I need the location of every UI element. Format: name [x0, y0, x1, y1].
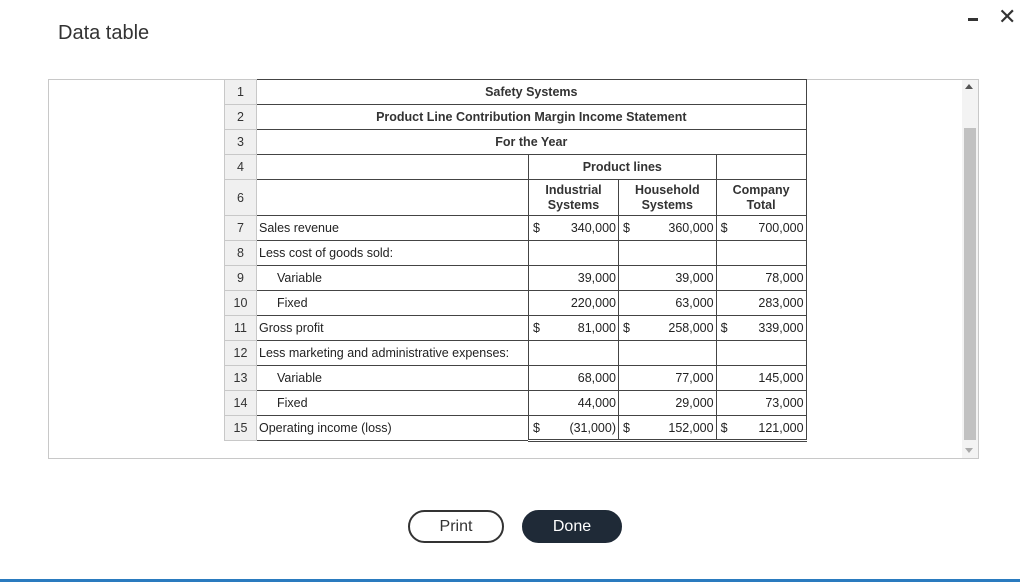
col-header-household: Household Systems: [619, 180, 717, 216]
row-number: 3: [225, 130, 257, 155]
row-number: 2: [225, 105, 257, 130]
close-icon[interactable]: ✕: [998, 4, 1017, 29]
value-industrial: 340,000: [547, 216, 619, 241]
value-household: 152,000: [638, 416, 716, 441]
currency-sign: $: [619, 416, 639, 441]
value-household: 360,000: [638, 216, 716, 241]
value-industrial: 44,000: [547, 391, 619, 416]
minimize-icon[interactable]: [968, 18, 978, 21]
currency-sign: $: [716, 216, 734, 241]
row-label: Gross profit: [257, 316, 529, 341]
value-household: 29,000: [638, 391, 716, 416]
empty-cell: [716, 155, 806, 180]
row-number: 8: [225, 241, 257, 266]
row-label: Less marketing and administrative expenses:: [257, 341, 529, 366]
value-industrial: 68,000: [547, 366, 619, 391]
empty-cell: [619, 241, 717, 266]
currency-sign: [716, 366, 734, 391]
currency-sign: [619, 266, 639, 291]
col-header-industrial: Industrial Systems: [529, 180, 619, 216]
row-number: 11: [225, 316, 257, 341]
value-industrial: 81,000: [547, 316, 619, 341]
dialog-title: Data table: [58, 22, 150, 44]
value-industrial: 39,000: [547, 266, 619, 291]
row-number: 10: [225, 291, 257, 316]
currency-sign: $: [529, 316, 547, 341]
empty-cell: [529, 241, 619, 266]
done-button[interactable]: Done: [522, 510, 622, 543]
value-household: 258,000: [638, 316, 716, 341]
row-number: 13: [225, 366, 257, 391]
value-total: 283,000: [734, 291, 806, 316]
currency-sign: [619, 391, 639, 416]
scrollbar-thumb[interactable]: [964, 128, 976, 440]
currency-sign: [619, 366, 639, 391]
row-number: 15: [225, 416, 257, 441]
currency-sign: [619, 291, 639, 316]
statement-title: Product Line Contribution Margin Income Statement: [257, 105, 807, 130]
value-total: 145,000: [734, 366, 806, 391]
row-label: Fixed: [257, 291, 529, 316]
row-number: 7: [225, 216, 257, 241]
row-label: Variable: [257, 266, 529, 291]
value-industrial: 220,000: [547, 291, 619, 316]
currency-sign: [529, 266, 547, 291]
row-number: 4: [225, 155, 257, 180]
row-number: 6: [225, 180, 257, 216]
currency-sign: [716, 266, 734, 291]
empty-cell: [716, 341, 806, 366]
value-total: 339,000: [734, 316, 806, 341]
currency-sign: [716, 291, 734, 316]
currency-sign: $: [716, 416, 734, 441]
scroll-up-icon[interactable]: [965, 84, 973, 89]
empty-cell: [529, 341, 619, 366]
currency-sign: $: [529, 216, 547, 241]
currency-sign: [716, 391, 734, 416]
value-total: 700,000: [734, 216, 806, 241]
scroll-down-icon[interactable]: [965, 448, 973, 453]
currency-sign: $: [529, 416, 547, 441]
value-total: 73,000: [734, 391, 806, 416]
empty-cell: [257, 180, 529, 216]
row-label: Variable: [257, 366, 529, 391]
currency-sign: $: [716, 316, 734, 341]
value-household: 63,000: [638, 291, 716, 316]
empty-cell: [257, 155, 529, 180]
value-total: 78,000: [734, 266, 806, 291]
currency-sign: $: [619, 216, 639, 241]
currency-sign: $: [619, 316, 639, 341]
row-label: Operating income (loss): [257, 416, 529, 441]
print-button[interactable]: Print: [408, 510, 504, 543]
product-lines-header: Product lines: [529, 155, 717, 180]
row-number: 9: [225, 266, 257, 291]
row-number: 12: [225, 341, 257, 366]
value-household: 77,000: [638, 366, 716, 391]
empty-cell: [716, 241, 806, 266]
spreadsheet: [224, 79, 807, 442]
statement-period: For the Year: [257, 130, 807, 155]
currency-sign: [529, 291, 547, 316]
currency-sign: [529, 366, 547, 391]
row-label: Fixed: [257, 391, 529, 416]
currency-sign: [529, 391, 547, 416]
empty-cell: [619, 341, 717, 366]
value-total: 121,000: [734, 416, 806, 441]
col-header-company-total: Company Total: [716, 180, 806, 216]
value-industrial: (31,000): [547, 416, 619, 441]
row-number: 1: [225, 80, 257, 105]
value-household: 39,000: [638, 266, 716, 291]
statement-company-name: Safety Systems: [257, 80, 807, 105]
row-number: 14: [225, 391, 257, 416]
row-label: Sales revenue: [257, 216, 529, 241]
row-label: Less cost of goods sold:: [257, 241, 529, 266]
